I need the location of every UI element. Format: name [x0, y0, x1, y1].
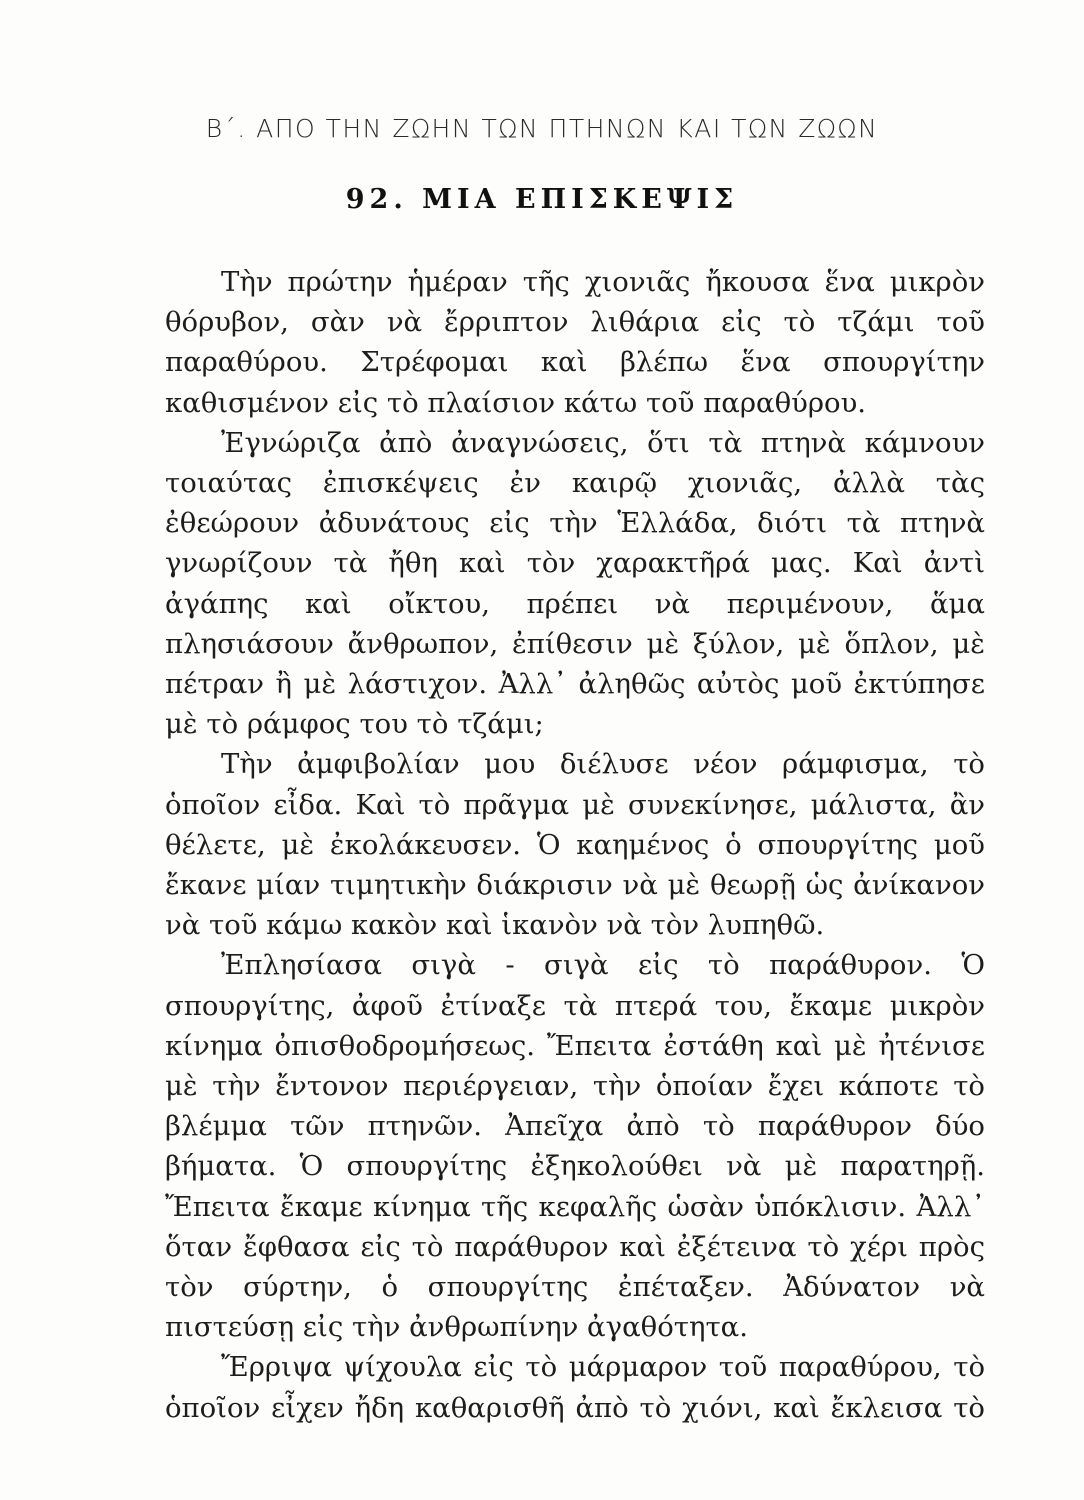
- chapter-title: 92. ΜΙΑ ΕΠΙΣΚΕΨΙΣ: [345, 184, 739, 215]
- section-heading: Β΄. ΑΠΟ ΤΗΝ ΖΩΗΝ ΤΩΝ ΠΤΗΝΩΝ ΚΑΙ ΤΩΝ ΖΩΩΝ: [205, 114, 879, 143]
- paragraph: Τὴν πρώτην ἡμέραν τῆς χιονιᾶς ἤκουσα ἕνα μικρὸν θόρυβον, σὰν νὰ ἔρριπτον λιθάρια εἰς τὸ τζάμι τοῦ παραθύρου. Στρέφομαι καὶ βλέπω ἕνα σπουργίτην καθισμένον εἰς τὸ πλαίσιον κάτω τοῦ παραθύρου.: [165, 266, 985, 419]
- paragraph: Ἔρριψα ψίχουλα εἰς τὸ μάρμαρον τοῦ παραθύρου, τὸ ὁποῖον εἶχεν ἤδη καθαρισθῆ ἀπὸ τὸ χιόνι, καὶ ἔκλεισα τὸ: [165, 1351, 985, 1424]
- body-text: [165, 262, 985, 1428]
- paragraph: Ἐπλησίασα σιγὰ - σιγὰ εἰς τὸ παράθυρον. Ὁ σπουργίτης, ἀφοῦ ἐτίναξε τὰ πτερά του, ἔκαμε μικρὸν κίνημα ὀπισθοδρομήσεως. Ἔπειτα ἐστάθη καὶ μὲ ἠτένισε μὲ τὴν ἔντονον περιέργειαν, τὴν ὁποίαν ἔχει κάποτε τὸ βλέμμα τῶν πτηνῶν. Ἀπεῖχα ἀπὸ τὸ παράθυρον δύο βήματα. Ὁ σπουργίτης ἐξηκολούθει νὰ μὲ παρατηρῇ. Ἔπειτα ἔκαμε κίνημα τῆς κεφαλῆς ὡσὰν ὑπόκλισιν. Ἀλλ᾽ ὅταν ἔφθασα εἰς τὸ παράθυρον καὶ ἐξέτεινα τὸ χέρι πρὸς τὸν σύρτην, ὁ σπουργίτης ἐπέταξεν. Ἀδύνατον νὰ πιστεύσῃ εἰς τὴν ἀνθρωπίνην ἀγαθότητα.: [165, 949, 985, 1344]
- paragraph: Τὴν ἀμφιβολίαν μου διέλυσε νέον ράμφισμα, τὸ ὁποῖον εἶδα. Καὶ τὸ πρᾶγμα μὲ συνεκίνησε, μάλιστα, ἂν θέλετε, μὲ ἐκολάκευσεν. Ὁ καημένος ὁ σπουργίτης μοῦ ἔκανε μίαν τιμητικὴν διάκρισιν νὰ μὲ θεωρῇ ὡς ἀνίκανον νὰ τοῦ κάμω κακὸν καὶ ἱκανὸν νὰ τὸν λυπηθῶ.: [165, 748, 985, 942]
- paragraph: Ἐγνώριζα ἀπὸ ἀναγνώσεις, ὅτι τὰ πτηνὰ κάμνουν τοιαύτας ἐπισκέψεις ἐν καιρῷ χιονιᾶς, ἀλλὰ τὰς ἐθεώρουν ἀδυνάτους εἰς τὴν Ἑλλάδα, διότι τὰ πτηνὰ γνωρίζουν τὰ ἤθη καὶ τὸν χαρακτῆρά μας. Καὶ ἀντὶ ἀγάπης καὶ οἴκτου, πρέπει νὰ περιμένουν, ἅμα πλησιάσουν ἄνθρωπον, ἐπίθεσιν μὲ ξύλον, μὲ ὅπλον, μὲ πέτραν ἢ μὲ λάστιχον. Ἀλλ᾽ ἀληθῶς αὐτὸς μοῦ ἐκτύπησε μὲ τὸ ράμφος του τὸ τζάμι;: [165, 426, 985, 741]
